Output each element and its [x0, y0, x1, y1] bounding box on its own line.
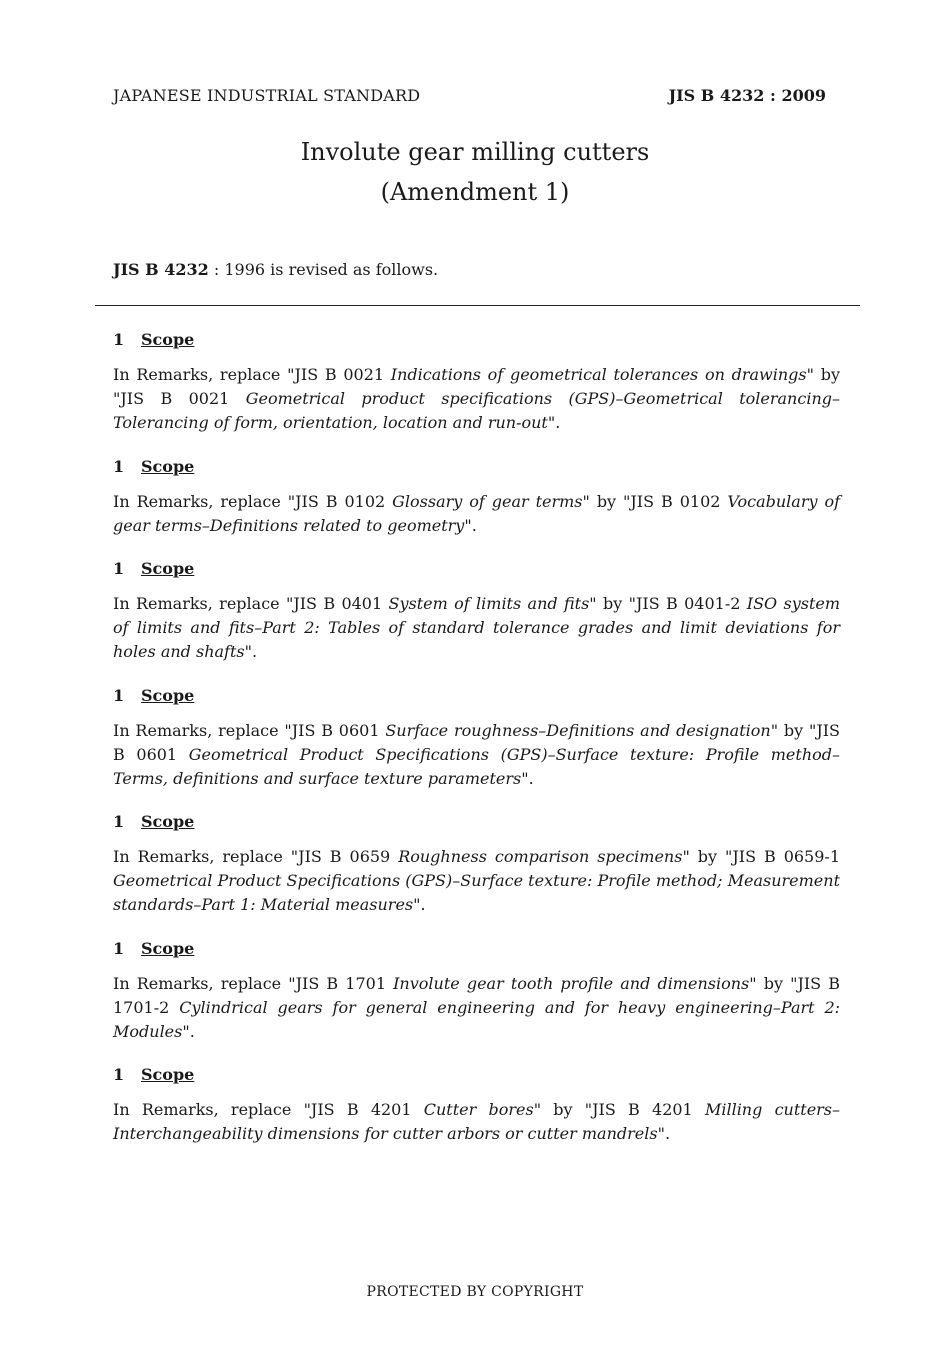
replace-by: " by "JIS B 1701-2 — [113, 974, 841, 1017]
old-standard-title: Glossary of gear terms — [392, 492, 583, 511]
section-heading — [113, 811, 840, 833]
replace-prefix: In Remarks, replace "JIS B 0021 — [113, 365, 391, 384]
section-number: 1 — [113, 559, 125, 578]
section-number: 1 — [113, 330, 125, 349]
section-title: Scope — [141, 1065, 195, 1084]
section-number: 1 — [113, 939, 125, 958]
replace-prefix: In Remarks, replace "JIS B 0659 — [113, 847, 399, 866]
old-standard-title: Involute gear tooth profile and dimensions — [393, 974, 750, 993]
amendment-section — [113, 456, 840, 538]
new-standard-title: Vocabulary of gear terms–Definitions related to geometry — [113, 492, 841, 535]
section-number: 1 — [113, 686, 125, 705]
section-heading — [113, 456, 840, 478]
section-text — [113, 592, 840, 664]
section-number: 1 — [113, 457, 125, 476]
section-heading — [113, 558, 840, 580]
old-standard-title: Surface roughness–Definitions and designation — [385, 721, 771, 740]
amendment-section — [113, 685, 840, 791]
replace-suffix: ". — [547, 413, 561, 432]
revised-standard-code: JIS B 4232 — [113, 260, 209, 279]
old-standard-title: Indications of geometrical tolerances on drawings — [390, 365, 807, 384]
header-divider — [95, 305, 860, 306]
revision-statement-text: : 1996 is revised as follows. — [208, 260, 439, 279]
amendment-section — [113, 329, 840, 435]
section-heading — [113, 1064, 840, 1086]
standard-category: JAPANESE INDUSTRIAL STANDARD — [113, 86, 421, 105]
replace-by: " by "JIS B 0659-1 — [682, 847, 841, 866]
amendment-section — [113, 938, 840, 1044]
section-text — [113, 363, 840, 435]
replace-suffix: ". — [413, 895, 426, 914]
section-number: 1 — [113, 1065, 125, 1084]
new-standard-title: Geometrical product specifications (GPS)–Geometrical tolerancing–Tolerancing of form, orientation, location and run-out — [113, 389, 840, 432]
replace-by: " by "JIS B 0102 — [582, 492, 728, 511]
new-standard-title: ISO system of limits and fits–Part 2: Tables of standard tolerance grades and limit deviations for holes and shafts — [113, 594, 841, 661]
old-standard-title: System of limits and fits — [388, 594, 590, 613]
section-title: Scope — [141, 812, 195, 831]
section-title: Scope — [141, 686, 195, 705]
replace-by: " by "JIS B 0021 — [113, 365, 840, 408]
new-standard-title: Milling cutters–Interchangeability dimensions for cutter arbors or cutter mandrels — [113, 1100, 841, 1143]
document-subtitle: (Amendment 1) — [380, 178, 570, 206]
amendment-section — [113, 558, 840, 664]
old-standard-title: Roughness comparison specimens — [398, 847, 683, 866]
replace-suffix: ". — [657, 1124, 671, 1143]
standard-number: JIS B 4232 : 2009 — [668, 86, 826, 105]
replace-suffix: ". — [244, 642, 258, 661]
replace-prefix: In Remarks, replace "JIS B 0102 — [113, 492, 393, 511]
old-standard-title: Cutter bores — [423, 1100, 534, 1119]
section-text — [113, 1098, 840, 1146]
copyright-notice: PROTECTED BY COPYRIGHT — [366, 1284, 584, 1300]
section-text — [113, 972, 840, 1044]
replace-prefix: In Remarks, replace "JIS B 1701 — [113, 974, 394, 993]
amendment-section — [113, 811, 840, 917]
replace-prefix: In Remarks, replace "JIS B 0401 — [113, 594, 389, 613]
amendment-section — [113, 1064, 840, 1146]
section-title: Scope — [141, 939, 195, 958]
section-text — [113, 490, 840, 538]
replace-prefix: In Remarks, replace "JIS B 4201 — [113, 1100, 424, 1119]
section-number: 1 — [113, 812, 125, 831]
section-heading — [113, 685, 840, 707]
section-heading — [113, 938, 840, 960]
revision-statement — [113, 260, 438, 279]
replace-by: " by "JIS B 0401-2 — [589, 594, 747, 613]
replace-suffix: ". — [182, 1022, 195, 1041]
section-heading — [113, 329, 840, 351]
section-text — [113, 719, 840, 791]
replace-suffix: ". — [521, 769, 534, 788]
replace-prefix: In Remarks, replace "JIS B 0601 — [113, 721, 386, 740]
new-standard-title: Geometrical Product Specifications (GPS)–Surface texture: Profile method–Terms, definitions and surface texture parameters — [113, 745, 840, 788]
section-title: Scope — [141, 457, 195, 476]
section-text — [113, 845, 840, 917]
section-title: Scope — [141, 330, 195, 349]
replace-by: " by "JIS B 4201 — [533, 1100, 705, 1119]
replace-by: " by "JIS B 0601 — [113, 721, 841, 764]
new-standard-title: Cylindrical gears for general engineering and for heavy engineering–Part 2: Modules — [113, 998, 841, 1041]
document-title: Involute gear milling cutters — [300, 138, 650, 166]
section-title: Scope — [141, 559, 195, 578]
new-standard-title: Geometrical Product Specifications (GPS)–Surface texture: Profile method; Measurement standards–Part 1: Material measures — [113, 871, 840, 914]
replace-suffix: ". — [464, 516, 477, 535]
